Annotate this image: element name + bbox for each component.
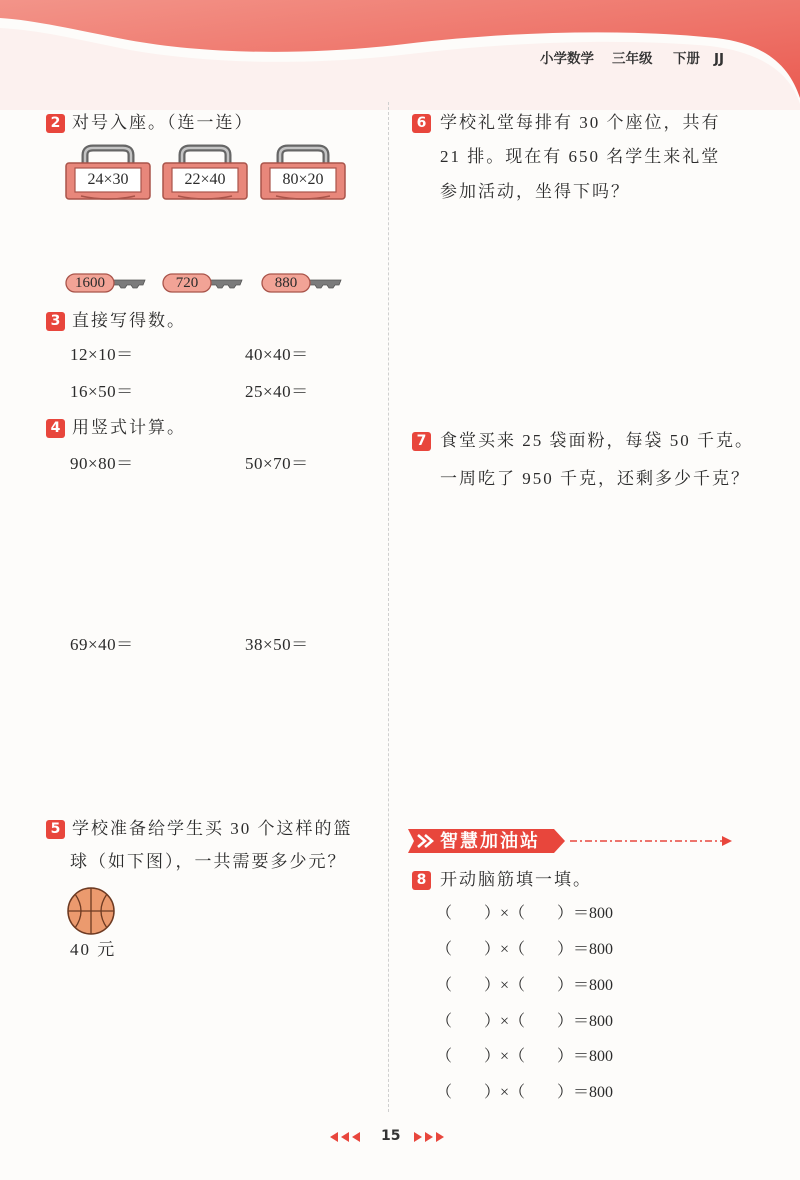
key-3 [261,272,343,294]
problem-8-row: （ ）×（ ）＝800 [436,941,614,958]
key-blade [210,280,242,288]
problem-3-item: 12×10＝ [70,345,134,364]
problem-3-prompt: 直接写得数。 [72,311,186,330]
problem-3-badge: 3 [46,312,65,331]
problem-4-item: 50×70＝ [245,454,309,473]
left-arrow-shape [352,1132,360,1142]
problem-6-line: 21 排。现在有 650 名学生来礼堂 [440,147,721,166]
problem-5-line: 学校准备给学生买 30 个这样的篮 [72,819,353,838]
lock-1 [65,143,151,203]
problem-2-badge: 2 [46,114,65,133]
problem-2-prompt: 对号入座。（连一连） [72,113,254,132]
key-value: 720 [175,275,199,291]
problem-8-prompt: 开动脑筋填一填。 [440,870,592,889]
problem-8-row: （ ）×（ ）＝800 [436,1013,614,1030]
triple-right-arrow-icon [412,1131,444,1143]
problem-7-line: 食堂买来 25 袋面粉，每袋 50 千克。 [440,431,754,450]
lock-expression: 24×30 [87,171,129,188]
triple-left-arrow-icon [330,1131,362,1143]
page-number: 15 [381,1128,401,1144]
lock-3 [260,143,346,203]
banner-title: 智慧加油站 [440,831,540,852]
header-edition: JJ [714,51,725,67]
right-arrow-shape [425,1132,433,1142]
lock-expression: 80×20 [282,171,324,188]
header-volume: 下册 [673,51,700,67]
key-2 [162,272,244,294]
problem-7-line: 一周吃了 950 千克，还剩多少千克？ [440,469,750,488]
problem-6-line: 学校礼堂每排有 30 个座位，共有 [440,113,721,132]
problem-3-item: 25×40＝ [245,382,309,401]
problem-4-item: 38×50＝ [245,635,309,654]
problem-4-prompt: 用竖式计算。 [72,418,186,437]
problem-4-item: 69×40＝ [70,635,134,654]
problem-8-row: （ ）×（ ）＝800 [436,977,614,994]
left-arrow-shape [341,1132,349,1142]
banner-arrowhead-icon [722,836,732,846]
problem-8-row: （ ）×（ ）＝800 [436,1084,614,1101]
problem-8-row: （ ）×（ ）＝800 [436,1048,614,1065]
lock-expression: 22×40 [184,171,226,188]
key-value: 1600 [75,275,105,291]
lock-2 [162,143,248,203]
problem-6-line: 参加活动，坐得下吗？ [440,182,630,201]
header-grade: 三年级 [612,51,653,67]
problem-3-item: 16×50＝ [70,382,134,401]
problem-8-badge: 8 [412,871,431,890]
basketball-price: 40 元 [70,940,117,959]
right-arrow-shape [436,1132,444,1142]
problem-5-badge: 5 [46,820,65,839]
problem-4-item: 90×80＝ [70,454,134,473]
left-arrow-shape [330,1132,338,1142]
key-blade [113,280,145,288]
basketball-icon [66,886,116,936]
problem-4-badge: 4 [46,419,65,438]
column-divider [388,102,389,1112]
problem-7-badge: 7 [412,432,431,451]
right-arrow-shape [414,1132,422,1142]
problem-8-row: （ ）×（ ）＝800 [436,905,614,922]
key-blade [309,280,341,288]
problem-5-line: 球（如下图），一共需要多少元？ [70,852,347,871]
problem-3-item: 40×40＝ [245,345,309,364]
key-value: 880 [274,275,298,291]
key-1 [65,272,147,294]
problem-6-badge: 6 [412,114,431,133]
header-subject: 小学数学 [540,51,594,67]
